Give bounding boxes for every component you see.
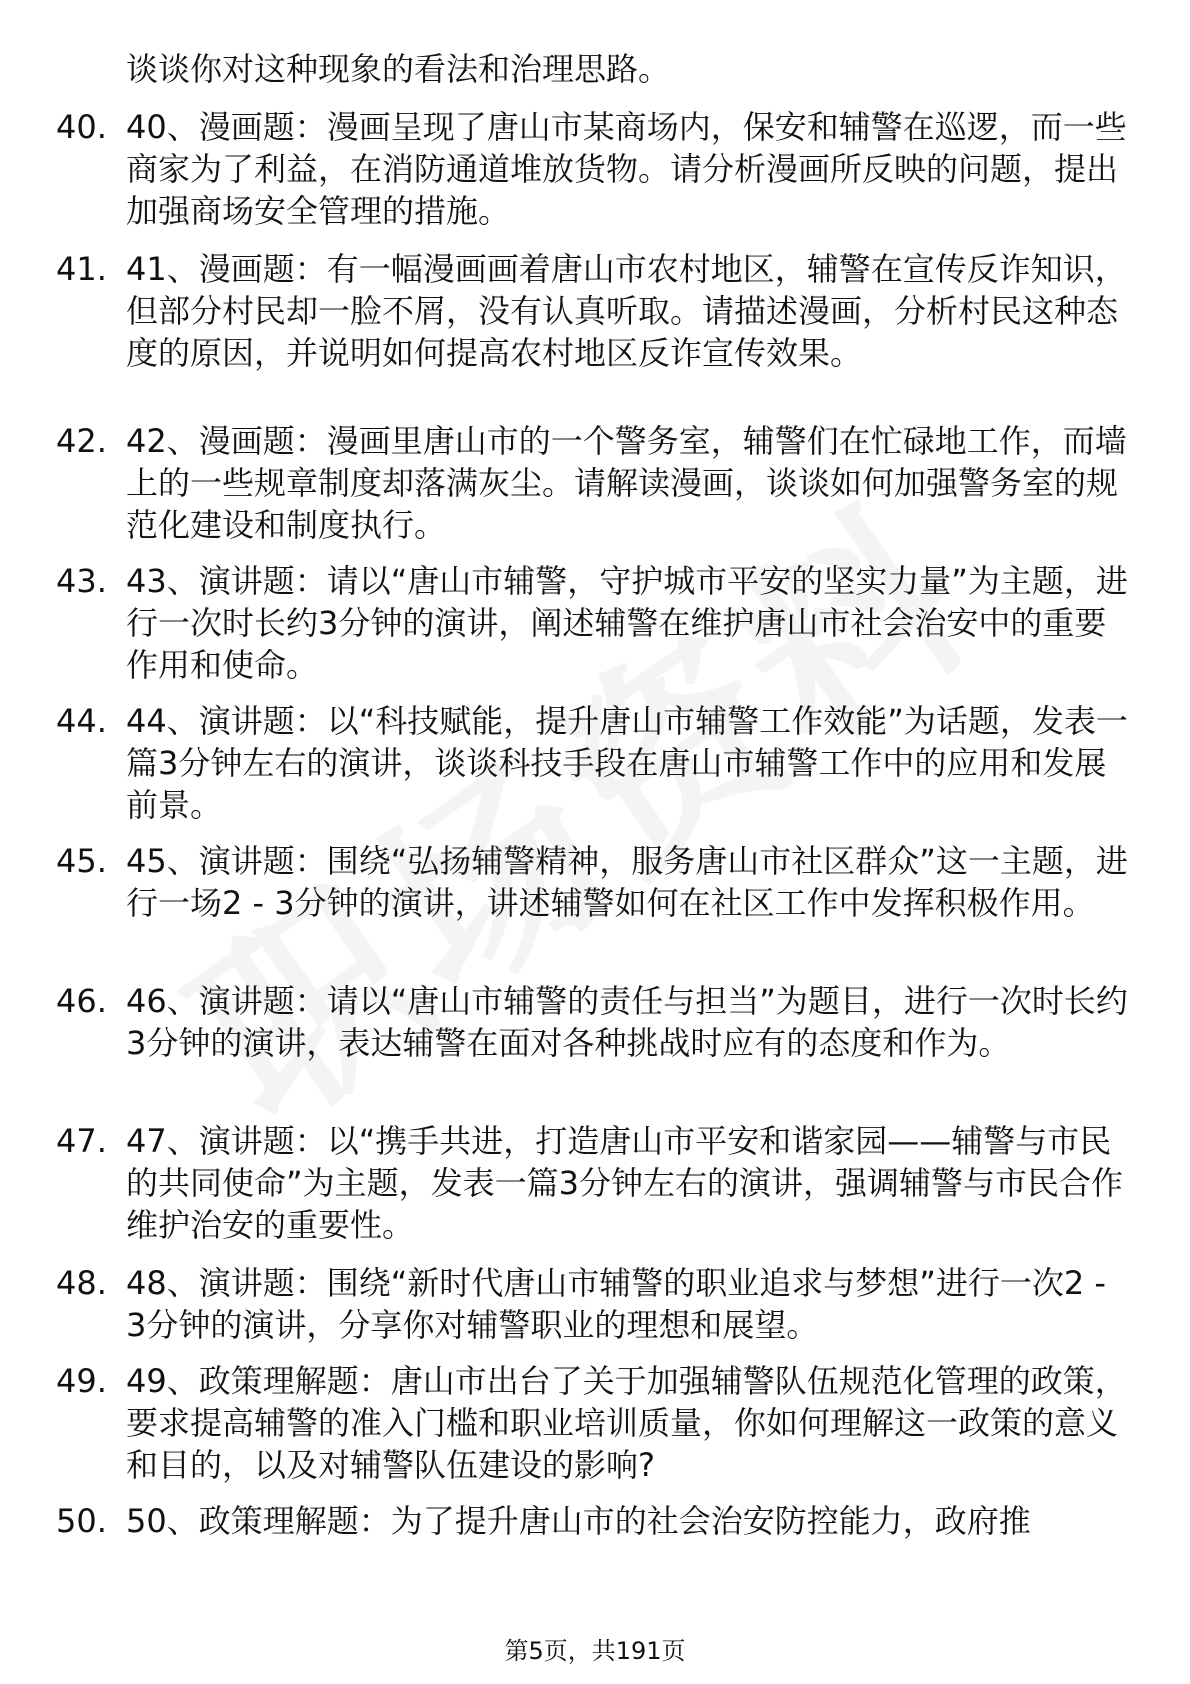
item-text: 40、漫画题：漫画呈现了唐山市某商场内，保安和辅警在巡逻，而一些商家为了利益，在消防通道堆放货物。请分析漫画所反映的问题，提出加强商场安全管理的措施。 <box>126 108 1127 230</box>
item-number: 41. <box>56 250 107 288</box>
item-number: 44. <box>56 702 107 740</box>
list-item <box>56 106 1136 232</box>
list-item <box>56 1500 1136 1542</box>
list-item <box>56 840 1136 924</box>
item-number: 49. <box>56 1362 107 1400</box>
list-item <box>56 980 1136 1064</box>
item-number: 40. <box>56 108 107 146</box>
list-item <box>56 1360 1136 1486</box>
item-text: 42、漫画题：漫画里唐山市的一个警务室，辅警们在忙碌地工作，而墙上的一些规章制度却落满灰尘。请解读漫画，谈谈如何加强警务室的规范化建设和制度执行。 <box>126 422 1127 544</box>
item-number: 43. <box>56 562 107 600</box>
item-number: 46. <box>56 982 107 1020</box>
item-number: 48. <box>56 1264 107 1302</box>
item-text: 50、政策理解题：为了提升唐山市的社会治安防控能力，政府推 <box>126 1502 1031 1540</box>
item-text: 41、漫画题：有一幅漫画画着唐山市农村地区，辅警在宣传反诈知识，但部分村民却一脸不屑，没有认真听取。请描述漫画，分析村民这种态度的原因，并说明如何提高农村地区反诈宣传效果。 <box>126 250 1127 372</box>
item-text: 45、演讲题：围绕“弘扬辅警精神，服务唐山市社区群众”这一主题，进行一场2 - 3分钟的演讲，讲述辅警如何在社区工作中发挥积极作用。 <box>126 842 1128 922</box>
item-text: 47、演讲题：以“携手共进，打造唐山市平安和谐家园——辅警与市民的共同使命”为主题，发表一篇3分钟左右的演讲，强调辅警与市民合作维护治安的重要性。 <box>126 1122 1123 1244</box>
item-number: 42. <box>56 422 107 460</box>
item-number: 50. <box>56 1502 107 1540</box>
item-text: 44、演讲题：以“科技赋能，提升唐山市辅警工作效能”为话题，发表一篇3分钟左右的演讲，谈谈科技手段在唐山市辅警工作中的应用和发展前景。 <box>126 702 1128 824</box>
list-item <box>56 248 1136 374</box>
item-number: 45. <box>56 842 107 880</box>
item-text: 49、政策理解题：唐山市出台了关于加强辅警队伍规范化管理的政策，要求提高辅警的准入门槛和职业培训质量，你如何理解这一政策的意义和目的，以及对辅警队伍建设的影响? <box>126 1362 1127 1484</box>
item-number: 47. <box>56 1122 107 1160</box>
list-item <box>56 560 1136 686</box>
item-text: 46、演讲题：请以“唐山市辅警的责任与担当”为题目，进行一次时长约3分钟的演讲，表达辅警在面对各种挑战时应有的态度和作为。 <box>126 982 1128 1062</box>
continuation-text: 谈谈你对这种现象的看法和治理思路。 <box>126 50 671 88</box>
item-text: 48、演讲题：围绕“新时代唐山市辅警的职业追求与梦想”进行一次2 - 3分钟的演讲，分享你对辅警职业的理想和展望。 <box>126 1264 1106 1344</box>
list-item <box>56 1120 1136 1246</box>
list-item <box>56 700 1136 826</box>
list-item <box>56 420 1136 546</box>
page-footer: 第5页，共191页 <box>504 1637 686 1665</box>
item-text: 43、演讲题：请以“唐山市辅警，守护城市平安的坚实力量”为主题，进行一次时长约3分钟的演讲，阐述辅警在维护唐山市社会治安中的重要作用和使命。 <box>126 562 1128 684</box>
list-item <box>56 1262 1136 1346</box>
